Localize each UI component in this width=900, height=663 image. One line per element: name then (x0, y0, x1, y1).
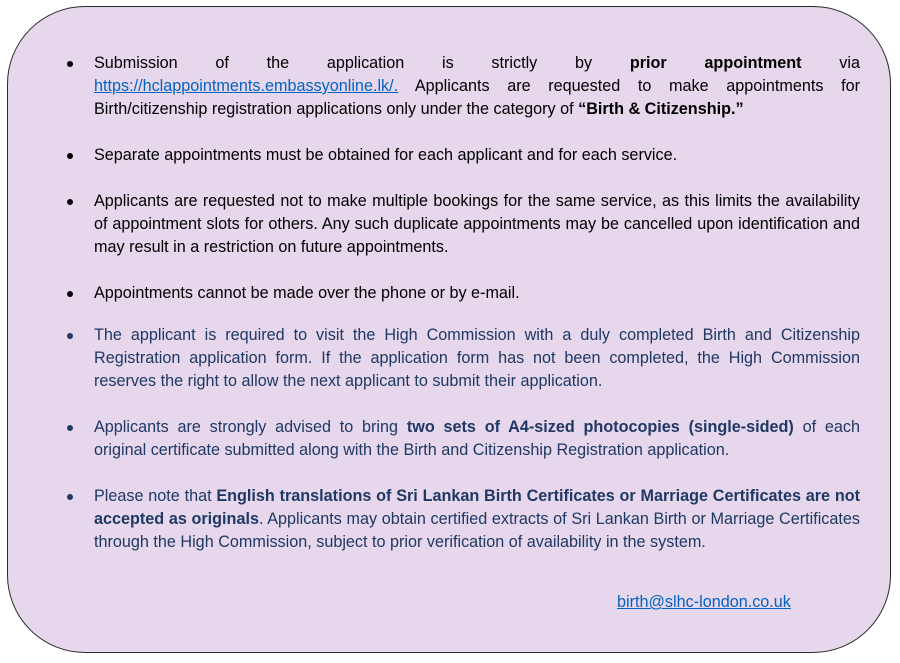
item6-bold-photocopies: two sets of A4-sized photocopies (single-sided) (406, 418, 794, 436)
list-item-no-phone-email: Appointments cannot be made over the phone or by e-mail. (64, 282, 860, 305)
list-item-multiple-bookings: Applicants are requested not to make multiple bookings for the same service, as this limits the availability of appointment slots for others. Any such duplicate appointments may be cancelled upon identification and may result in a restriction on future appointments. (64, 190, 860, 259)
item7-text-a: Please note that (94, 487, 217, 505)
item6-text-c: of each original certificate submitted along with the Birth and Citizenship Registration application. (94, 418, 860, 459)
item1-text-d: Applicants are requested to make appointments for Birth/citizenship registration applications only under the category of (94, 77, 860, 118)
list-item-prior-appointment (64, 52, 860, 121)
item7-bold-translations: English translations of Sri Lankan Birth Certificates or Marriage Certificates are not accepted as originals (94, 487, 860, 528)
item7-text-c: . Applicants may obtain certified extracts of Sri Lankan Birth or Marriage Certificates through the High Commission, subject to prior verification of availability in the system. (94, 510, 860, 551)
list-item-application-form: The applicant is required to visit the High Commission with a duly completed Birth and Citizenship Registration application form. If the application form has not been completed, the High Commission reserves the right to allow the next applicant to submit their application. (64, 324, 860, 393)
item1-bold-category: “Birth & Citizenship.” (578, 100, 744, 118)
item1-bold-prior-appointment: prior appointment (629, 54, 802, 72)
item1-text-a: Submission of the application is strictly by (94, 54, 630, 72)
notice-list (64, 52, 860, 554)
list-item-translations (64, 485, 860, 554)
item6-text-a: Applicants are strongly advised to bring (94, 418, 407, 436)
list-item-photocopies (64, 416, 860, 462)
email-link[interactable]: birth@slhc-london.co.uk (617, 593, 791, 611)
appointment-link[interactable]: https://hclappointments.embassyonline.lk/. (94, 77, 399, 95)
item1-text-via: via (801, 54, 860, 72)
notice-panel (7, 6, 891, 653)
list-item-separate-appointments: Separate appointments must be obtained for each applicant and for each service. (64, 144, 860, 167)
